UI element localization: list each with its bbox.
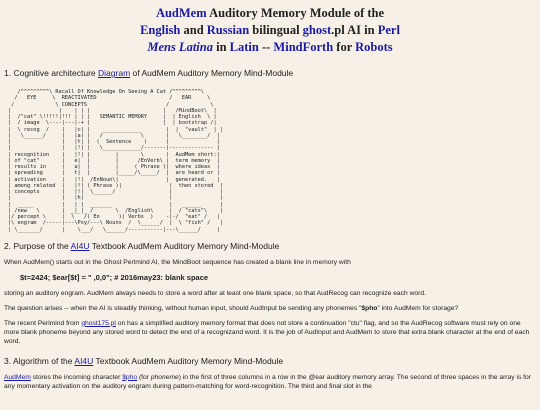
latin-link[interactable]: Latin bbox=[229, 40, 259, 54]
and-text: and bbox=[180, 23, 207, 37]
ai4u-link-section-3[interactable]: AI4U bbox=[74, 355, 94, 366]
page-header bbox=[0, 5, 540, 56]
paragraph-blank-line: When AudMem() starts out in the Ghost Perlmind AI, the MindBoot sequence has created a blank line in memory with bbox=[4, 258, 351, 266]
for-text: for bbox=[333, 40, 356, 54]
cognitive-architecture-diagram: /^^^^^^^^^\ Recall Of Knowledge On Seeing A Cat /^^^^^^^^^\ / EYE \ REACTIVATED / EAR \ / \ CONCEPTS / \ | | | | | | /MindBoot\ | | /"cat" \!!!!!|!!! | | | SEMANTIC MEMORY | | English \ | | / image \----|---|-+ | | | bootstrap /| | \ recog / | |c| | ____________ | | "vault" | | | \______/ | |a| | / \ | \________/ | | | |t| | ( Sentence ) | | | | |!| | \____________/-------|-------------- | | recognition | |!| | | \ | AudMem short:| | of "cat" | e| | | /EnVerb\ | term memory | | results in | a| | | ( Phrase )| where ideas | | spreading | t| | |_____/\_____/ | are heard or | | activation | |!| /EnNoun\| | generated. | | among related | |!| ( Phrase )| | then stored | | concepts | |!| \______/ | | | | |h| | | | _____ | | | _______ | ______ | | /new \ | _|_|_ / \ /English\ | / "cats"\ | |/ percept \ | \ /( En )( Verbs ) -|-/ "eat" / | |\ engram /-----|---\Psy/---\ Nouns / \______/ | \ "fish" / | | \_______/ | \___/ \______/-----------|---\______/ | bbox=[8, 89, 223, 233]
code-blank-space: $t=2424; $ear[$t] = " ,0,0"; # 2016may23: blank space bbox=[20, 272, 209, 282]
paragraph-recent-perlmind bbox=[4, 319, 536, 346]
mindforth-link[interactable]: MindForth bbox=[273, 40, 334, 54]
section-2-suffix: Textbook AudMem Auditory Memory Mind-Module bbox=[89, 240, 280, 251]
robots-link[interactable]: Robots bbox=[355, 40, 393, 54]
algorithm-text-a: stores the incoming character bbox=[30, 373, 123, 381]
russian-link[interactable]: Russian bbox=[206, 23, 250, 37]
header-line-3 bbox=[0, 39, 540, 56]
section-3-prefix: 3. Algorithm of the bbox=[4, 355, 75, 366]
question-text-post: " into AudMem for storage? bbox=[377, 304, 459, 312]
mens-latina-link[interactable]: Mens Latina bbox=[147, 40, 213, 54]
perl-link[interactable]: Perl bbox=[377, 23, 400, 37]
ai4u-link-section-2[interactable]: AI4U bbox=[70, 240, 90, 251]
audmem-link[interactable]: AudMem bbox=[155, 6, 207, 20]
section-2-prefix: 2. Purpose of the bbox=[4, 240, 71, 251]
paragraph-algorithm bbox=[4, 373, 536, 391]
bilingual-text: bilingual bbox=[249, 23, 303, 37]
in-text: in bbox=[212, 40, 230, 54]
section-1-suffix: of AudMem Auditory Memory Mind-Module bbox=[130, 68, 294, 78]
header-line-2 bbox=[0, 22, 540, 39]
section-2-heading bbox=[4, 241, 540, 252]
phoneme-italic: phoneme bbox=[150, 373, 179, 381]
header-line-1-text: Auditory Memory Module of the bbox=[206, 6, 385, 20]
section-3-suffix: Textbook AudMem Auditory Memory Mind-Module bbox=[93, 355, 284, 366]
ghost175-link[interactable]: ghost175.pl bbox=[81, 319, 116, 327]
ghost-link[interactable]: ghost bbox=[302, 23, 332, 37]
question-text-pre: The question arises -- when the AI is steadily thinking, without human input, should AudInput be sending any phonemes " bbox=[4, 304, 362, 312]
header-line-1 bbox=[0, 5, 540, 22]
pl-ai-text: .pl AI in bbox=[331, 23, 378, 37]
algorithm-text-b: (for bbox=[137, 373, 151, 381]
algorithm-text-c: ) in the first of three columns in a row in the @ear auditory memory array. The second of three spaces in the array is for any momentary activation on the auditory engram during pattern-matching for word-recognition. The third and final slot in the bbox=[4, 373, 531, 390]
recent-text-post: on has a simplified auditory memory format that does not store a continuation "ctu" flag, and so the AudRecog software must rely on one more blank phoneme beyond any stored word to detect the end of a recognizand word. It is the job of AudInput and AudMem to store that extra blank character at the end of each word. bbox=[4, 319, 530, 345]
paragraph-question bbox=[4, 304, 536, 313]
dash-text: -- bbox=[258, 40, 274, 54]
pho-link[interactable]: $pho bbox=[122, 373, 138, 381]
diagram-link[interactable]: Diagram bbox=[98, 68, 131, 78]
english-link[interactable]: English bbox=[140, 23, 181, 37]
paragraph-storing-engram: storing an auditory engram. AudMem always needs to store a word after at least one blank space, so that AudRecog can recognize each word. bbox=[4, 289, 426, 297]
section-1-heading bbox=[4, 68, 540, 79]
pho-variable: $pho bbox=[361, 304, 378, 312]
audmem-algorithm-link[interactable]: AudMem bbox=[4, 373, 31, 381]
section-3-heading bbox=[4, 356, 540, 367]
section-1-prefix: 1. Cognitive architecture bbox=[4, 68, 99, 78]
recent-text-pre: The recent Perlmind from bbox=[4, 319, 82, 327]
